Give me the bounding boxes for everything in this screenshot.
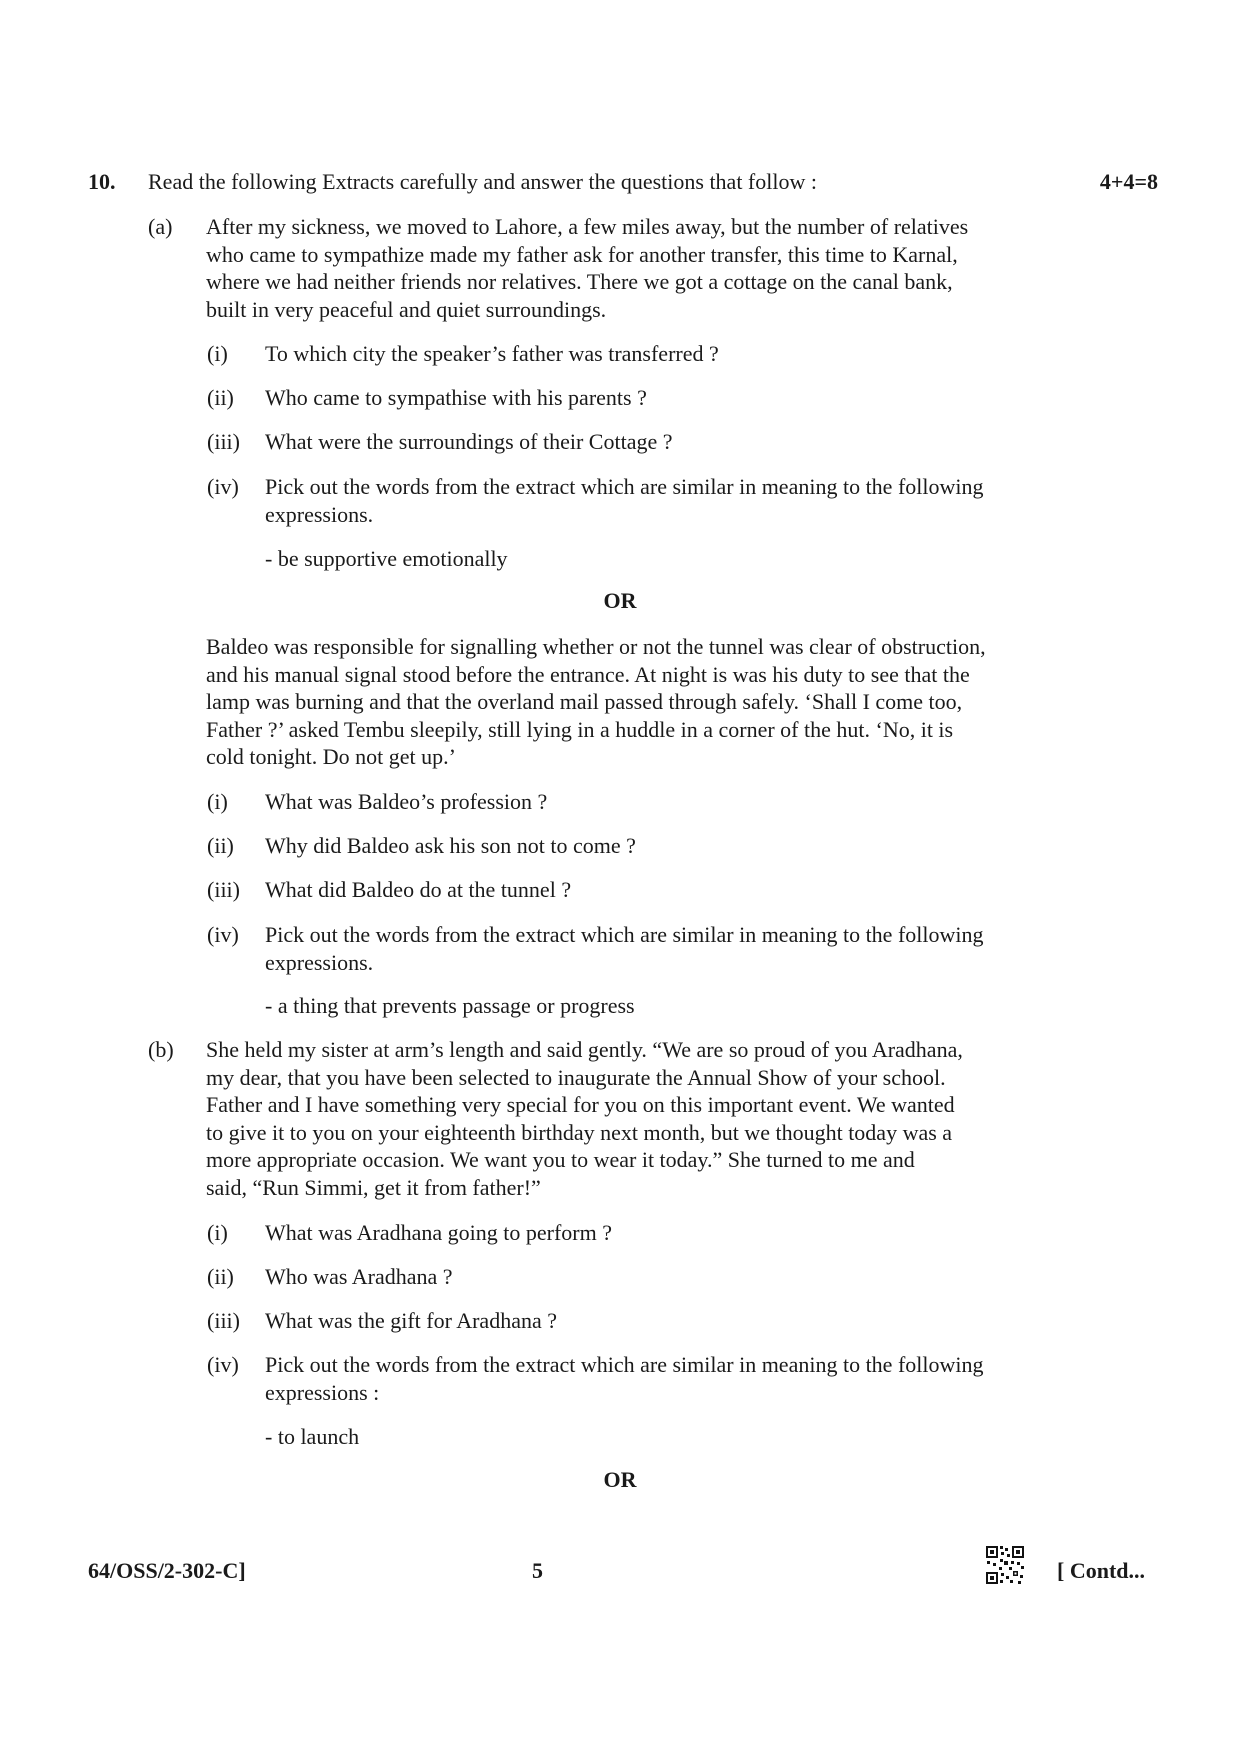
extract-line: cold tonight. Do not get up.’: [206, 744, 456, 770]
extract-line: She held my sister at arm’s length and said gently. “We are so proud of you Aradhana,: [206, 1037, 963, 1062]
question-text: [265, 473, 1083, 528]
extract-line: Father ?’ asked Tembu sleepily, still lying in a huddle in a corner of the hut. ‘No, it is: [206, 716, 954, 742]
question-text: Why did Baldeo ask his son not to come ?: [265, 833, 636, 858]
question-instruction: Read the following Extracts carefully and answer the questions that follow :: [148, 169, 817, 194]
extract-line: Baldeo was responsible for signalling whether or not the tunnel was clear of obstruction,: [206, 634, 986, 659]
extract-line: built in very peaceful and quiet surroundings.: [206, 296, 607, 322]
part-b-label: (b): [148, 1037, 174, 1062]
question-text: Who was Aradhana ?: [265, 1264, 453, 1289]
question-num: (i): [207, 789, 228, 814]
question-text: [265, 1351, 1083, 1406]
part-a-alt-extract: [206, 633, 1096, 771]
extract-line: more appropriate occasion. We want you to wear it today.” She turned to me and: [206, 1147, 915, 1173]
question-num: (iii): [207, 877, 240, 902]
question-num: (ii): [207, 385, 234, 410]
extract-line: my dear, that you have been selected to inaugurate the Annual Show of your school.: [206, 1064, 946, 1090]
question-text: What were the surroundings of their Cottage ?: [265, 429, 673, 454]
paper-code: 64/OSS/2-302-C]: [88, 1558, 246, 1583]
question-text-line: expressions :: [265, 1379, 380, 1405]
question-text: [265, 921, 1083, 976]
question-num: (ii): [207, 1264, 234, 1289]
question-text: What was Baldeo’s profession ?: [265, 789, 548, 814]
part-a-label: (a): [148, 214, 173, 239]
question-text: What was Aradhana going to perform ?: [265, 1220, 612, 1245]
question-num: (i): [207, 341, 228, 366]
question-text-line: expressions.: [265, 501, 374, 527]
question-num: (iv): [207, 922, 239, 947]
continued-label: [ Contd...: [1057, 1558, 1146, 1583]
question-text: Who came to sympathise with his parents ?: [265, 385, 647, 410]
question-number: 10.: [88, 169, 116, 194]
extract-line: to give it to you on your eighteenth birthday next month, but we thought today was a: [206, 1119, 953, 1145]
extract-line: and his manual signal stood before the entrance. At night is was his duty to see that the: [206, 661, 970, 687]
or-separator: OR: [603, 1467, 637, 1492]
question-num: (iii): [207, 1308, 240, 1333]
question-text-line: expressions.: [265, 949, 374, 975]
question-text-line: Pick out the words from the extract which are similar in meaning to the following: [265, 1352, 984, 1377]
question-num: (iv): [207, 474, 239, 499]
page-number: 5: [532, 1558, 543, 1583]
extract-line: who came to sympathize made my father ask for another transfer, this time to Karnal,: [206, 241, 958, 267]
extract-line: said, “Run Simmi, get it from father!”: [206, 1174, 541, 1200]
question-text-line: Pick out the words from the extract which are similar in meaning to the following: [265, 474, 984, 499]
extract-line: lamp was burning and that the overland mail passed through safely. ‘Shall I come too,: [206, 689, 963, 715]
question-marks: 4+4=8: [1099, 169, 1158, 194]
part-a-expression: - be supportive emotionally: [265, 546, 508, 571]
question-text: What did Baldeo do at the tunnel ?: [265, 877, 572, 902]
question-text-line: Pick out the words from the extract which are similar in meaning to the following: [265, 922, 984, 947]
part-b-extract: [206, 1036, 1096, 1202]
question-num: (ii): [207, 833, 234, 858]
or-separator: OR: [603, 588, 637, 613]
extract-line: After my sickness, we moved to Lahore, a few miles away, but the number of relatives: [206, 214, 969, 239]
question-num: (iii): [207, 429, 240, 454]
question-text: To which city the speaker’s father was transferred ?: [265, 341, 719, 366]
question-num: (i): [207, 1220, 228, 1245]
part-a-alt-expression: - a thing that prevents passage or progress: [265, 993, 635, 1018]
part-b-expression: - to launch: [265, 1424, 360, 1449]
question-text: What was the gift for Aradhana ?: [265, 1308, 557, 1333]
extract-line: Father and I have something very special for you on this important event. We wanted: [206, 1092, 955, 1118]
question-num: (iv): [207, 1352, 239, 1377]
part-a-extract: [206, 213, 1096, 323]
extract-line: where we had neither friends nor relatives. There we got a cottage on the canal bank,: [206, 269, 953, 295]
qr-code-icon: [985, 1545, 1025, 1585]
